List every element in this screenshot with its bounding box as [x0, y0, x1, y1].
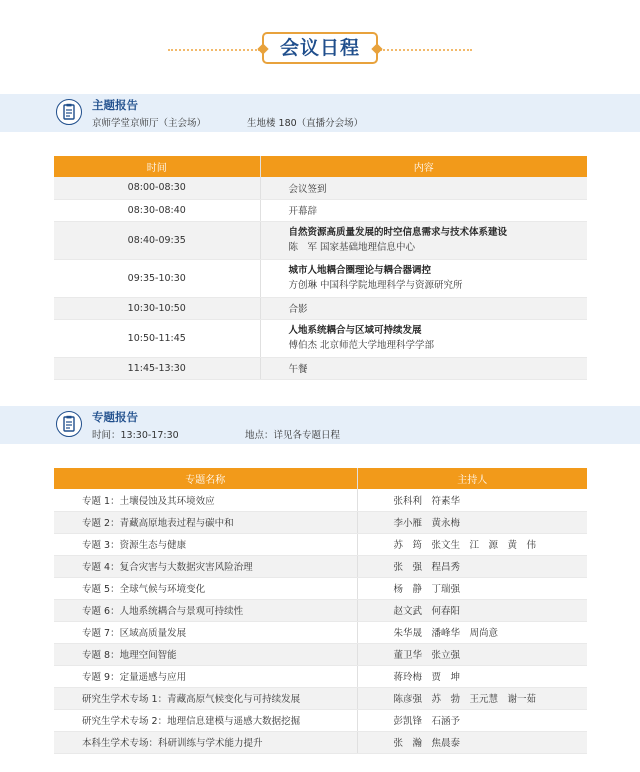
table-header-row — [54, 156, 587, 177]
keynote-schedule-table — [54, 156, 587, 380]
host-cell: 赵文武 何春阳 — [357, 599, 587, 621]
table-row — [54, 599, 587, 621]
session-time: 时间：13:30-17:30 — [92, 430, 179, 441]
table-header-row — [54, 468, 587, 489]
content-cell: 合影 — [260, 297, 587, 319]
table-row — [54, 221, 587, 259]
table-row — [54, 555, 587, 577]
table-row — [54, 621, 587, 643]
topic-cell: 专题 6：人地系统耦合与景观可持续性 — [54, 599, 357, 621]
content-cell: 开幕辞 — [260, 199, 587, 221]
table-row — [54, 177, 587, 199]
time-cell: 10:30-10:50 — [54, 297, 260, 319]
section-header-keynote — [0, 94, 640, 132]
column-header-topic: 专题名称 — [54, 468, 357, 489]
speaker: 陈 军 国家基础地理信息中心 — [288, 242, 416, 253]
column-header-host: 主持人 — [357, 468, 587, 489]
column-header-time: 时间 — [54, 156, 260, 177]
venue-branch: 生地楼 180（直播分会场） — [247, 118, 364, 129]
document-icon — [56, 411, 82, 437]
content-cell — [260, 221, 587, 259]
topic-cell: 专题 7：区域高质量发展 — [54, 621, 357, 643]
table-row — [54, 731, 587, 753]
host-cell: 蒋玲梅 贾 坤 — [357, 665, 587, 687]
topic-cell: 研究生学术专场 1：青藏高原气候变化与可持续发展 — [54, 687, 357, 709]
table-row — [54, 511, 587, 533]
table-row — [54, 577, 587, 599]
content-cell — [260, 259, 587, 297]
section-heading: 专题报告 — [92, 410, 138, 424]
time-cell: 09:35-10:30 — [54, 259, 260, 297]
content-cell: 会议签到 — [260, 177, 587, 199]
topic-cell: 专题 5：全球气候与环境变化 — [54, 577, 357, 599]
title-box — [262, 32, 378, 64]
table-row — [54, 643, 587, 665]
topic-cell: 专题 1：土壤侵蚀及其环境效应 — [54, 489, 357, 511]
topic-cell: 本科生学术专场：科研训练与学术能力提升 — [54, 731, 357, 753]
topic-cell: 研究生学术专场 2：地理信息建模与遥感大数据挖掘 — [54, 709, 357, 731]
host-cell: 张科利 符素华 — [357, 489, 587, 511]
section-header-topics — [0, 406, 640, 444]
host-cell: 杨 静 丁瑞强 — [357, 577, 587, 599]
topic-sessions-table — [54, 468, 587, 754]
host-cell: 张 瀚 焦晨泰 — [357, 731, 587, 753]
column-header-content: 内容 — [260, 156, 587, 177]
table-row — [54, 357, 587, 379]
topic-cell: 专题 2：青藏高原地表过程与碳中和 — [54, 511, 357, 533]
title-banner — [0, 32, 640, 68]
table-row — [54, 709, 587, 731]
host-cell: 彭凯锋 石涵予 — [357, 709, 587, 731]
talk-title: 人地系统耦合与区域可持续发展 — [288, 325, 422, 336]
speaker: 傅伯杰 北京师范大学地理科学学部 — [288, 340, 435, 351]
table-row — [54, 199, 587, 221]
time-cell: 11:45-13:30 — [54, 357, 260, 379]
time-cell: 08:00-08:30 — [54, 177, 260, 199]
table-row — [54, 687, 587, 709]
host-cell: 陈彦强 苏 勃 王元慧 谢一茹 — [357, 687, 587, 709]
page-title: 会议日程 — [279, 37, 360, 59]
table-row — [54, 259, 587, 297]
speaker: 方创琳 中国科学院地理科学与资源研究所 — [288, 280, 463, 291]
table-row — [54, 489, 587, 511]
decor-dots-left — [168, 49, 260, 51]
table-row — [54, 297, 587, 319]
content-cell — [260, 319, 587, 357]
topic-cell: 专题 8：地理空间智能 — [54, 643, 357, 665]
host-cell: 张 强 程昌秀 — [357, 555, 587, 577]
time-cell: 10:50-11:45 — [54, 319, 260, 357]
talk-title: 自然资源高质量发展的时空信息需求与技术体系建设 — [288, 227, 508, 238]
time-cell: 08:40-09:35 — [54, 221, 260, 259]
session-place: 地点：详见各专题日程 — [245, 430, 341, 441]
venue-main: 京师学堂京师厅（主会场） — [92, 118, 207, 129]
topic-cell: 专题 4：复合灾害与大数据灾害风险治理 — [54, 555, 357, 577]
host-cell: 董卫华 张立强 — [357, 643, 587, 665]
table-row — [54, 319, 587, 357]
host-cell: 李小雁 黄永梅 — [357, 511, 587, 533]
topic-cell: 专题 9：定量遥感与应用 — [54, 665, 357, 687]
host-cell: 苏 筠 张文生 江 源 黄 伟 — [357, 533, 587, 555]
section-heading: 主题报告 — [92, 98, 138, 112]
content-cell: 午餐 — [260, 357, 587, 379]
decor-dots-right — [380, 49, 472, 51]
time-cell: 08:30-08:40 — [54, 199, 260, 221]
host-cell: 朱华晟 潘峰华 周尚意 — [357, 621, 587, 643]
table-row — [54, 533, 587, 555]
document-icon — [56, 99, 82, 125]
table-row — [54, 665, 587, 687]
talk-title: 城市人地耦合圈理论与耦合器调控 — [288, 265, 432, 276]
topic-cell: 专题 3：资源生态与健康 — [54, 533, 357, 555]
